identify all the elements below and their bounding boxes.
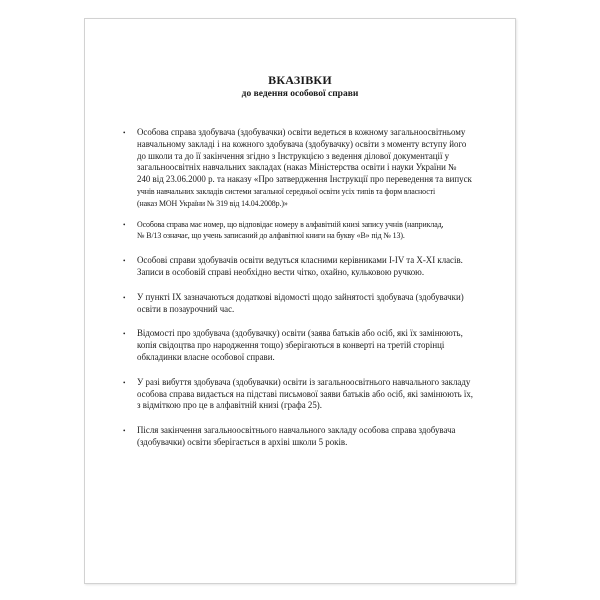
text-line: Особова справа здобувача (здобувачки) освіти ведеться в кожному загальноосвітньому [137,127,466,137]
instruction-text [137,292,485,316]
text-line: учнів навчальних закладів системи загальної середньої освіти усіх типів та форм власності [137,186,436,196]
bullet-icon: • [123,330,126,339]
text-line: У разі вибуття здобувача (здобувачки) освіти із загальноосвітнього навчального закладу [137,376,471,387]
instruction-item [123,127,485,210]
text-line: Після закінчення загальноосвітнього навчального закладу особова справа здобувача [137,425,456,436]
bullet-icon: • [123,293,126,302]
text-line: (наказ МОН України № 319 від 14.04.2008р.)» [137,198,288,208]
instruction-item [123,425,485,449]
document-header [85,73,515,100]
instructions-list [123,127,485,462]
instruction-item [123,292,485,316]
document-title: ВКАЗІВКИ [268,73,332,87]
instruction-item [123,377,485,412]
text-line: 240 від 23.06.2000 р. та наказу «Про затвердження Інструкції про переведення та випуск [137,174,472,185]
text-line: загальноосвітніх навчальних закладах (наказ Міністерства освіти і науки України № [137,162,457,173]
instruction-item [123,328,485,363]
instruction-text [137,377,485,412]
text-line: № В/13 означає, що учень записаний до алфавітної книги на букву «В» під № 13). [137,231,405,241]
text-line: навчальному закладі і на кожного здобувача (здобувачку) освіти з моменту вступу його [137,138,467,149]
bullet-icon: • [123,257,126,266]
text-line: Відомості про здобувача (здобувачку) освіти (заява батьків або осіб, які їх замінюють, [137,328,463,339]
text-line: обкладинки власне особової справи. [137,351,275,362]
instruction-text [137,255,485,279]
instruction-text [137,127,485,210]
text-line: з відміткою про це в алфавітній книзі (графа 25). [137,400,322,411]
instruction-text [137,425,485,449]
bullet-icon: • [123,220,126,229]
text-line: освіти в позаурочний час. [137,303,235,314]
bullet-icon: • [123,129,126,137]
text-line: особова справа видається на підставі письмової заяви батьків або осіб, які замінюють їх, [137,388,473,399]
bullet-icon: • [123,427,126,436]
document-page [84,18,516,584]
text-line: Особова справа має номер, що відповідає номеру в алфавітній книзі запису учнів (наприклад, [137,219,444,229]
document-subtitle: до ведення особової справи [241,89,359,99]
text-line: (здобувачки) освіти зберігається в архіві школи 5 років. [137,436,348,447]
text-line: до школи та до її закінчення згідно з Інструкцією з ведення ділової документації у [137,150,450,161]
instruction-text [137,328,485,363]
bullet-icon: • [123,378,126,387]
instruction-item [123,219,485,243]
instruction-item [123,255,485,279]
instruction-text [137,219,485,243]
text-line: Особові справи здобувачів освіти ведуться класними керівниками І-ІV та Х-ХІ класів. [137,255,463,266]
text-line: У пункті ІХ зазначаються додаткові відомості щодо зайнятості здобувача (здобувачки) [137,291,464,302]
text-line: копія свідоцтва про народження тощо) зберігаються в конверті на третій сторінці [137,340,445,351]
text-line: Записи в особовій справі необхідно вести чітко, охайно, кульковою ручкою. [137,266,425,277]
